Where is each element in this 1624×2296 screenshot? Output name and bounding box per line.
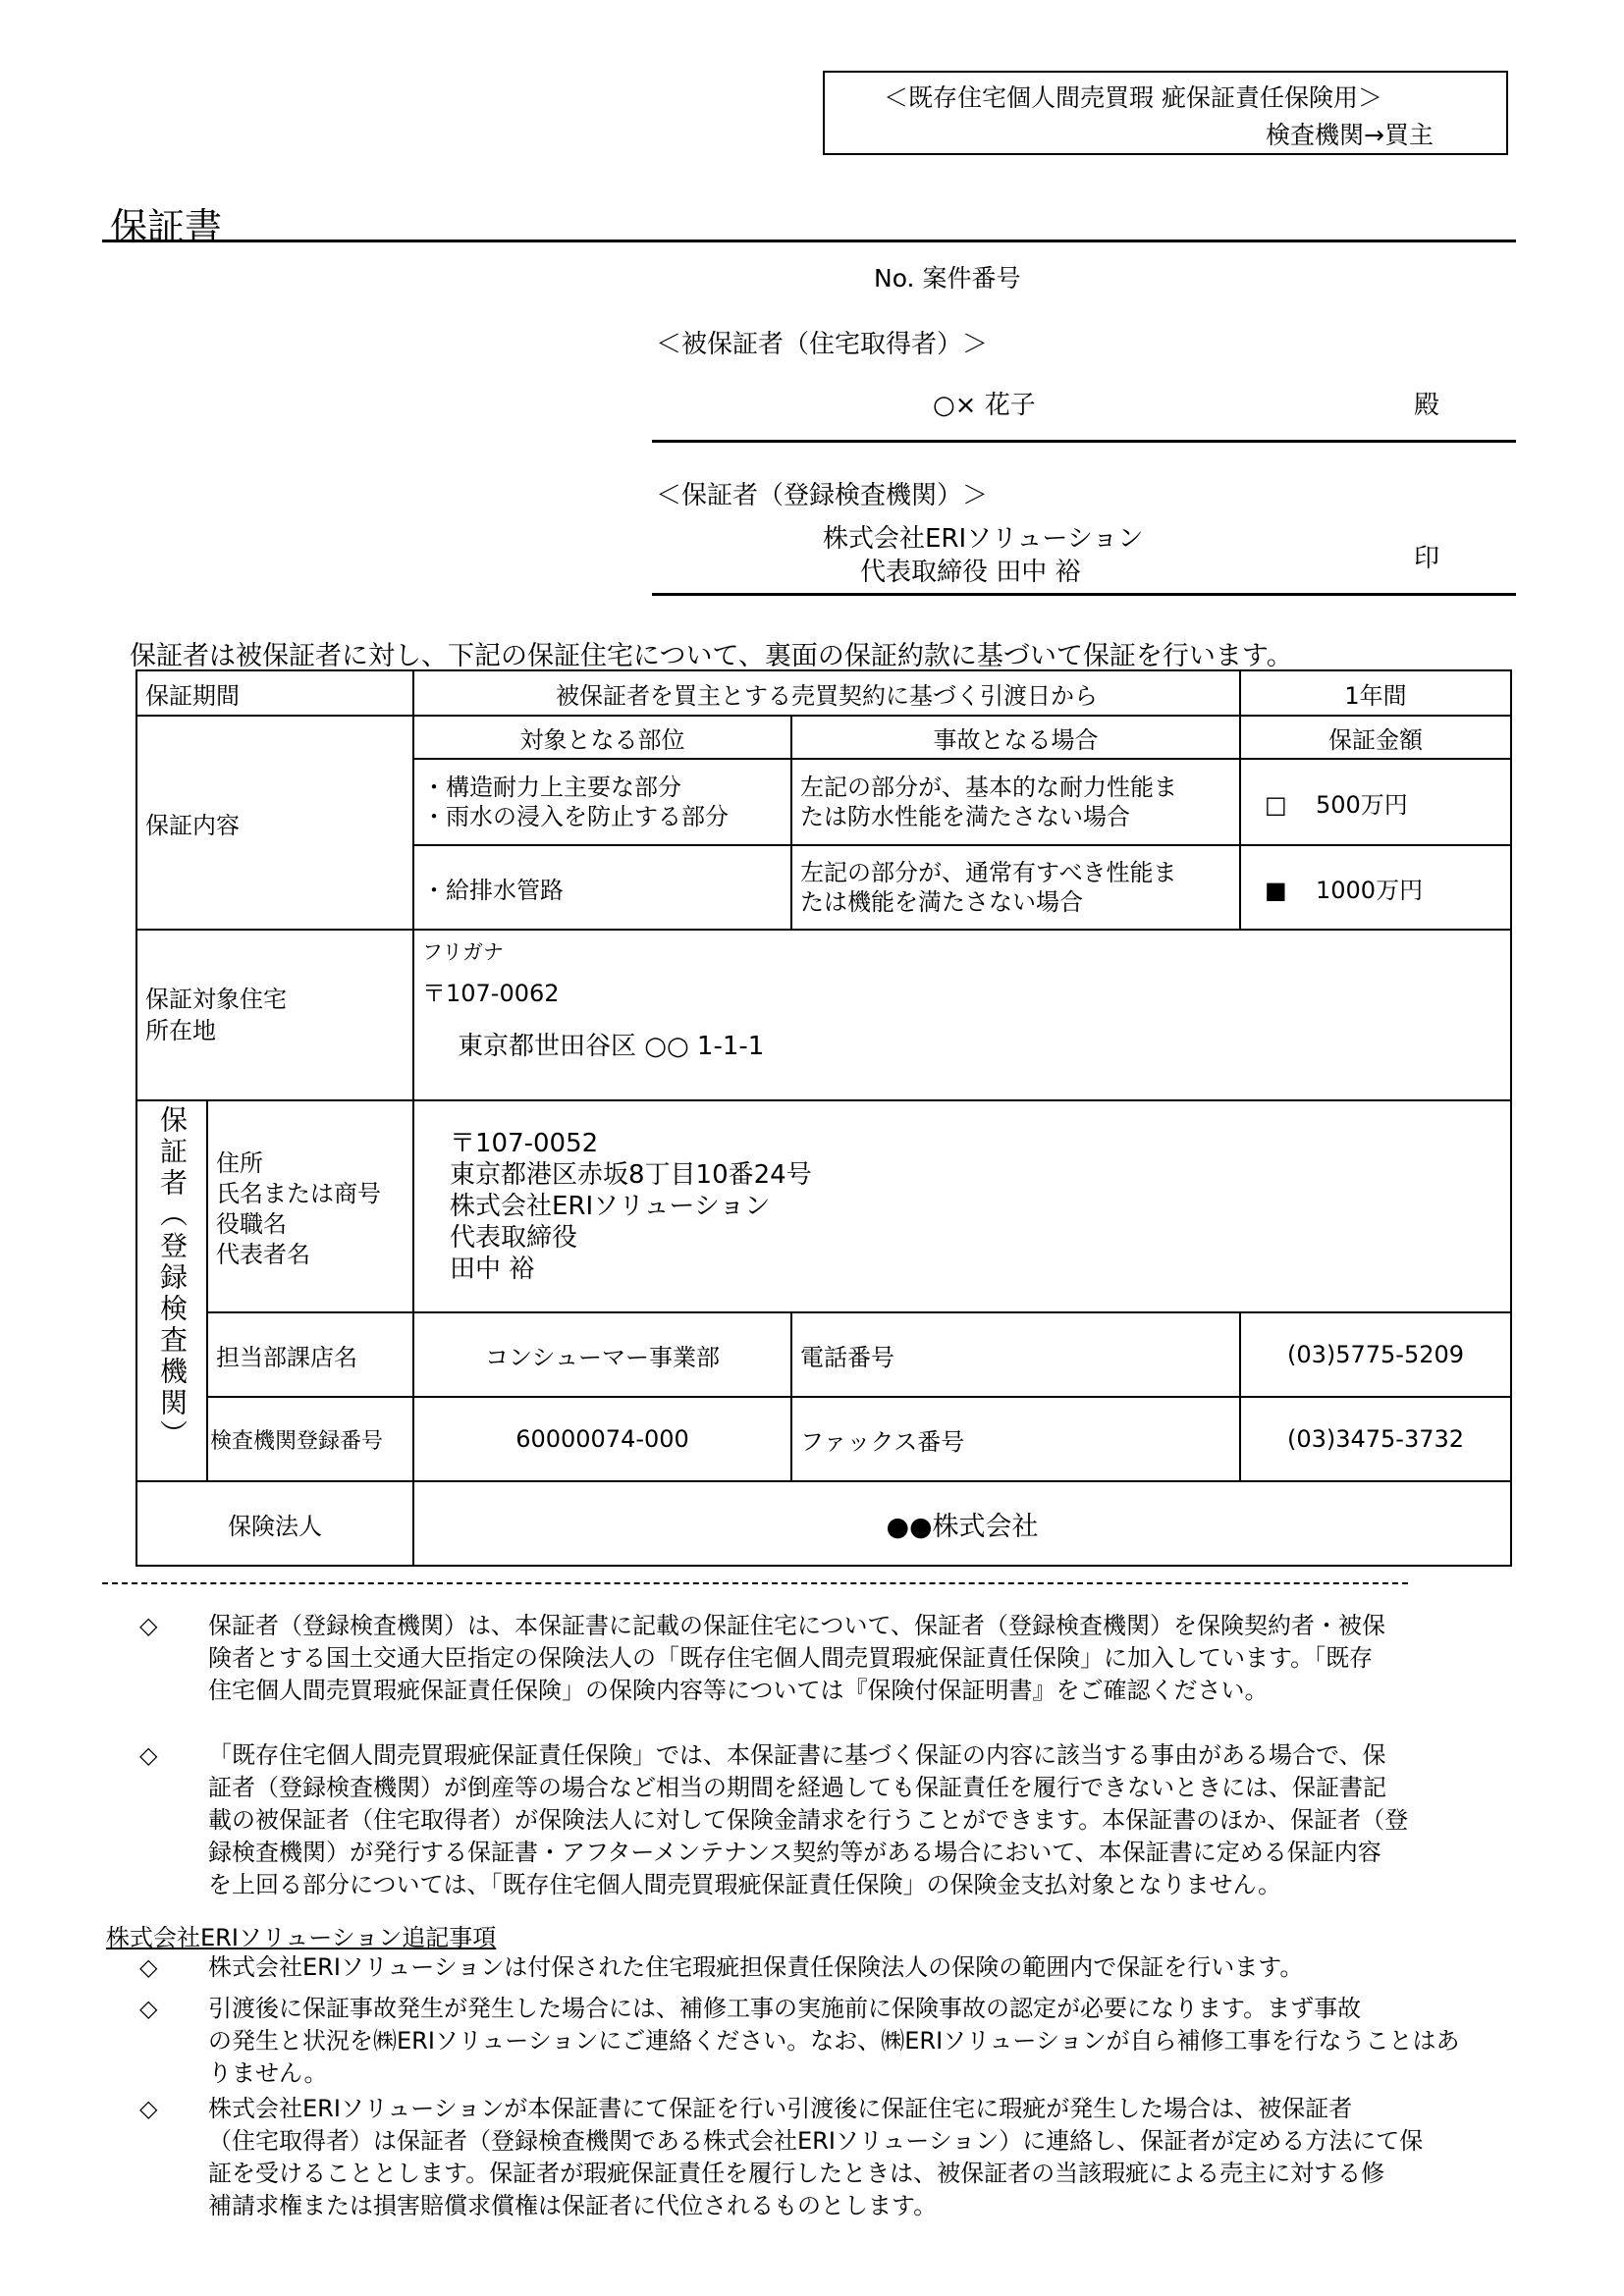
row2-accident: [791, 845, 1240, 930]
document-type-box: [823, 71, 1508, 155]
fax-value: (03)3475-3732: [1240, 1397, 1511, 1481]
row1-checkbox[interactable]: □: [1265, 790, 1287, 819]
row1-part: [413, 759, 791, 845]
period-value: 被保証者を買主とする売買契約に基づく引渡日から: [413, 670, 1240, 716]
insured-name: ○× 花子: [933, 391, 1036, 420]
note-2-text: [208, 1739, 1408, 1901]
row1-accident: [791, 759, 1240, 845]
guarantor-label: ＜保証者（登録検査機関）＞: [656, 481, 989, 510]
addendum-item-3-bullet: ◇: [139, 2095, 158, 2122]
col-accident-header: 事故となる場合: [791, 716, 1240, 759]
guarantor-company-name: 株式会社ERIソリューション: [450, 1192, 771, 1221]
title-rule: [102, 240, 1516, 242]
guarantor-address: 東京都港区赤坂8丁目10番24号: [450, 1160, 812, 1190]
guarantor-title: 代表取締役: [450, 1223, 578, 1253]
tel-value: (03)5775-5209: [1240, 1312, 1511, 1397]
content-label: [136, 716, 413, 930]
note-1-bullet: ◇: [139, 1612, 158, 1639]
col-part-header: 対象となる部位: [413, 716, 791, 759]
addendum-line: 証を受けることとします。保証者が瑕疵保証責任を履行したときは、被保証者の当該瑕疵による売主に対する修: [208, 2160, 1385, 2187]
guarantor-field-labels: [207, 1100, 413, 1312]
insured-rule: [652, 440, 1516, 443]
name-label: 氏名または商号: [216, 1180, 381, 1207]
representative-label: 代表者名: [216, 1241, 310, 1268]
note-line: 載の被保証者（住宅取得者）が保険法人に対して保険金請求を行うことができます。本保証書のほか、保証者（登: [208, 1806, 1409, 1834]
addendum-item-1-bullet: ◇: [139, 1953, 158, 1981]
row2-accident-line1: 左記の部分が、通常有すべき性能ま: [800, 859, 1177, 886]
row1-part-line2: ・雨水の浸入を防止する部分: [422, 803, 729, 830]
insurer-label: 保険法人: [136, 1481, 413, 1566]
address-label: 住所: [216, 1149, 263, 1177]
addendum-line: の発生と状況を㈱ERIソリューションにご連絡ください。なお、㈱ERIソリューションが自ら補修工事を行なうことはあ: [208, 2027, 1460, 2055]
period-label: 保証期間: [136, 670, 413, 716]
addendum-item-3-text: [208, 2093, 1423, 2222]
guarantee-table: [135, 669, 1512, 1567]
row2-accident-line2: たは機能を満たさない場合: [800, 888, 1083, 916]
row1-part-line1: ・構造耐力上主要な部分: [422, 774, 681, 801]
addendum-line: りません。: [208, 2059, 328, 2087]
title-label: 役職名: [216, 1210, 287, 1238]
page-title: 保証書: [110, 205, 223, 248]
row2-amount-value: 1000万円: [1316, 876, 1424, 904]
note-1: [139, 1610, 1514, 1718]
guarantor-field-values: [413, 1100, 1511, 1312]
addendum-heading: 株式会社ERIソリューション追記事項: [106, 1924, 497, 1951]
note-line: 保証者（登録検査機関）は、本保証書に記載の保証住宅について、保証者（登録検査機関）を保険契約者・被保: [208, 1612, 1386, 1639]
note-line: 住宅個人間売買瑕疵保証責任保険」の保険内容等については『保険付保証明書』をご確認ください。: [208, 1677, 1269, 1704]
addendum-item-1-text: [208, 1951, 1303, 1984]
period-term: 1年間: [1240, 670, 1511, 716]
guarantor-vertical-label: [136, 1100, 207, 1481]
row1-accident-line1: 左記の部分が、基本的な耐力性能ま: [800, 774, 1177, 801]
row1-amount: [1240, 759, 1511, 845]
note-line: 「既存住宅個人間売買瑕疵保証責任保険」では、本保証書に基づく保証の内容に該当する事由がある場合で、保: [208, 1741, 1386, 1769]
addendum-item-3: [139, 2093, 1514, 2224]
col-amount-header: 保証金額: [1240, 716, 1511, 759]
row1-amount-value: 500万円: [1316, 790, 1408, 819]
note-2: [139, 1739, 1514, 1906]
location-label-line2: 所在地: [145, 1017, 216, 1044]
dept-value: コンシューマー事業部: [413, 1312, 791, 1397]
note-2-bullet: ◇: [139, 1741, 158, 1769]
addendum-line: 補請求権または損害賠償求償権は保証者に代位されるものとします。: [208, 2192, 938, 2219]
guarantor-postal: 〒107-0052: [450, 1129, 599, 1158]
row2-amount: [1240, 845, 1511, 930]
dashed-separator: [102, 1582, 1408, 1584]
tel-label: 電話番号: [791, 1312, 1240, 1397]
guarantor-rule: [652, 593, 1516, 596]
addendum-line: 引渡後に保証事故発生が発生した場合には、補修工事の実施前に保険事故の認定が必要になります。まず事故: [208, 1995, 1362, 2022]
addendum-item-2: [139, 1993, 1514, 2091]
seal-mark: 印: [1414, 544, 1440, 573]
note-line: 証者（登録検査機関）が倒産等の場合など相当の期間を経過しても保証責任を履行できないときには、保証書記: [208, 1774, 1386, 1801]
addendum-line: 株式会社ERIソリューションは付保された住宅瑕疵担保責任保険法人の保険の範囲内で保証を行います。: [208, 1953, 1304, 1981]
location-value: [413, 930, 1511, 1100]
addendum-item-2-text: [208, 1993, 1459, 2090]
addendum-item-2-bullet: ◇: [139, 1995, 158, 2022]
content-label-text: 保証内容: [145, 811, 240, 839]
note-line: 険者とする国土交通大臣指定の保険法人の「既存住宅個人間売買瑕疵保証責任保険」に加入しています。「既存: [208, 1644, 1374, 1672]
fax-label: ファックス番号: [791, 1397, 1240, 1481]
registration-value: 60000074-000: [413, 1397, 791, 1481]
location-postal: 〒107-0062: [422, 980, 560, 1007]
insured-honorific: 殿: [1414, 391, 1440, 420]
flow-label: 検査機関→買主: [1266, 121, 1434, 149]
insured-label: ＜被保証者（住宅取得者）＞: [656, 330, 989, 359]
furigana-label: フリガナ: [422, 940, 504, 964]
addendum-item-1: [139, 1951, 1514, 1985]
row1-accident-line2: たは防水性能を満たさない場合: [800, 803, 1130, 830]
guarantor-rep-name: 田中 裕: [450, 1255, 535, 1284]
registration-label: 検査機関登録番号: [207, 1397, 413, 1481]
location-address: 東京都世田谷区 ○○ 1-1-1: [458, 1032, 765, 1061]
row2-part: ・給排水管路: [413, 845, 791, 930]
dept-label: 担当部課店名: [207, 1312, 413, 1397]
intro-text: 保証者は被保証者に対し、下記の保証住宅について、裏面の保証約款に基づいて保証を行います。: [130, 641, 1293, 671]
document-type-label: ＜既存住宅個人間売買瑕 疵保証責任保険用＞: [884, 83, 1382, 112]
case-number: No. 案件番号: [874, 264, 1021, 293]
insurer-value: ●●株式会社: [413, 1481, 1511, 1566]
addendum-line: （住宅取得者）は保証者（登録検査機関である株式会社ERIソリューション）に連絡し、保証者が定める方法にて保: [208, 2127, 1424, 2155]
guarantor-vertical-text: 保証者︵登録検査機関︶: [156, 1105, 189, 1451]
note-line: 録検査機関）が発行する保証書・アフターメンテナンス契約等がある場合において、本保証書に定める保証内容: [208, 1839, 1381, 1866]
note-line: を上回る部分については、「既存住宅個人間売買瑕疵保証責任保険」の保険金支払対象となりません。: [208, 1871, 1281, 1898]
location-label-line1: 保証対象住宅: [145, 986, 287, 1013]
row2-checkbox[interactable]: ■: [1265, 876, 1287, 904]
addendum-line: 株式会社ERIソリューションが本保証書にて保証を行い引渡後に保証住宅に瑕疵が発生した場合は、被保証者: [208, 2095, 1353, 2122]
guarantor-representative: 代表取締役 田中 裕: [860, 558, 1081, 587]
note-1-text: [208, 1610, 1385, 1707]
guarantor-company: 株式会社ERIソリューション: [823, 524, 1144, 554]
location-label: [136, 930, 413, 1100]
